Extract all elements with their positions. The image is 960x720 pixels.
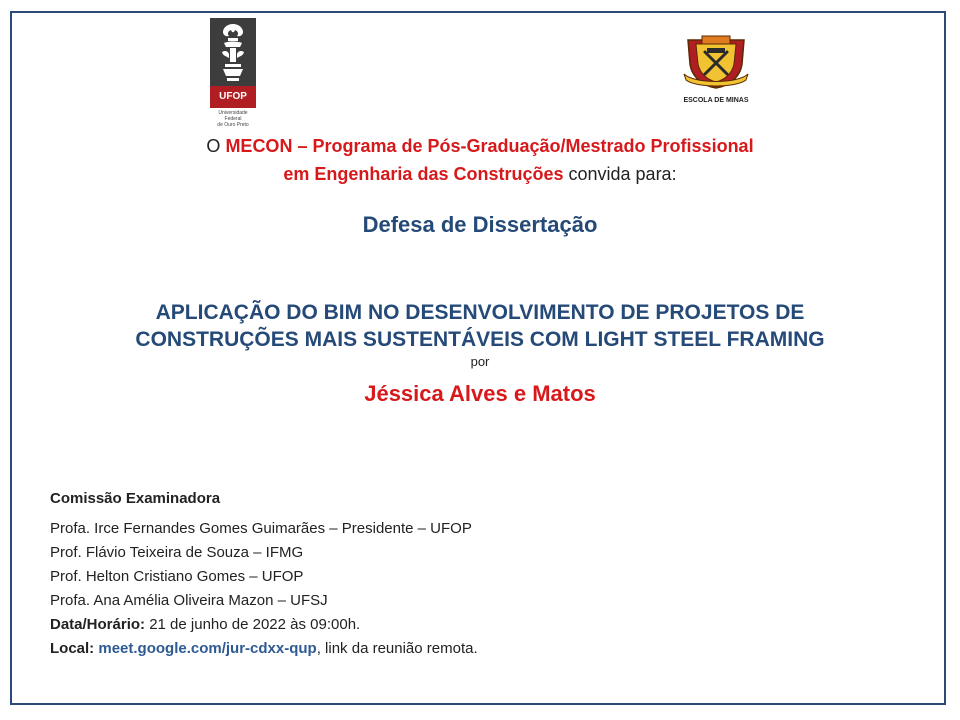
committee-member: Profa. Ana Amélia Oliveira Mazon – UFSJ — [50, 592, 328, 609]
location-row — [50, 637, 478, 661]
datetime-label: Data/Horário: — [50, 616, 146, 633]
escola-de-minas-crest-icon — [680, 34, 752, 90]
program-name: MECON – Programa de Pós-Graduação/Mestrado Profissional — [225, 136, 754, 156]
escola-de-minas-logo — [676, 34, 756, 104]
committee-member: Prof. Helton Cristiano Gomes – UFOP — [50, 568, 304, 585]
ufop-emblem-icon — [210, 18, 256, 86]
ufop-caption-line1: Universidade Federal — [218, 110, 248, 122]
event-type-heading: Defesa de Dissertação — [362, 212, 598, 237]
thesis-title-line-2: CONSTRUÇÕES MAIS SUSTENTÁVEIS COM LIGHT STEEL FRAMING — [135, 328, 825, 351]
ufop-caption — [210, 110, 256, 128]
intro-prefix: O — [206, 136, 226, 156]
author-name: Jéssica Alves e Matos — [364, 381, 596, 406]
location-label: Local: — [50, 640, 95, 657]
committee-member: Profa. Irce Fernandes Gomes Guimarães – Presidente – UFOP — [50, 520, 472, 537]
datetime-value: 21 de junho de 2022 às 09:00h. — [145, 616, 361, 633]
ufop-band: UFOP — [210, 86, 256, 108]
ufop-caption-line2: de Ouro Preto — [217, 122, 249, 128]
committee-heading: Comissão Examinadora — [50, 490, 221, 507]
intro-line-1 — [0, 132, 960, 160]
escola-de-minas-caption: ESCOLA DE MINAS — [683, 97, 749, 104]
committee-member: Prof. Flávio Teixeira de Souza – IFMG — [50, 544, 304, 561]
intro-suffix: convida para: — [563, 164, 677, 184]
thesis-title-line-1: APLICAÇÃO DO BIM NO DESENVOLVIMENTO DE PROJETOS DE — [155, 301, 805, 324]
intro-line-2 — [0, 160, 960, 188]
program-field: em Engenharia das Construções — [283, 164, 564, 184]
by-label: por — [470, 354, 490, 369]
committee-section — [50, 490, 478, 661]
datetime-row — [50, 613, 478, 637]
ufop-logo — [210, 18, 256, 128]
meeting-link[interactable]: meet.google.com/jur-cdxx-qup — [98, 640, 317, 657]
location-suffix: , link da reunião remota. — [316, 640, 478, 657]
